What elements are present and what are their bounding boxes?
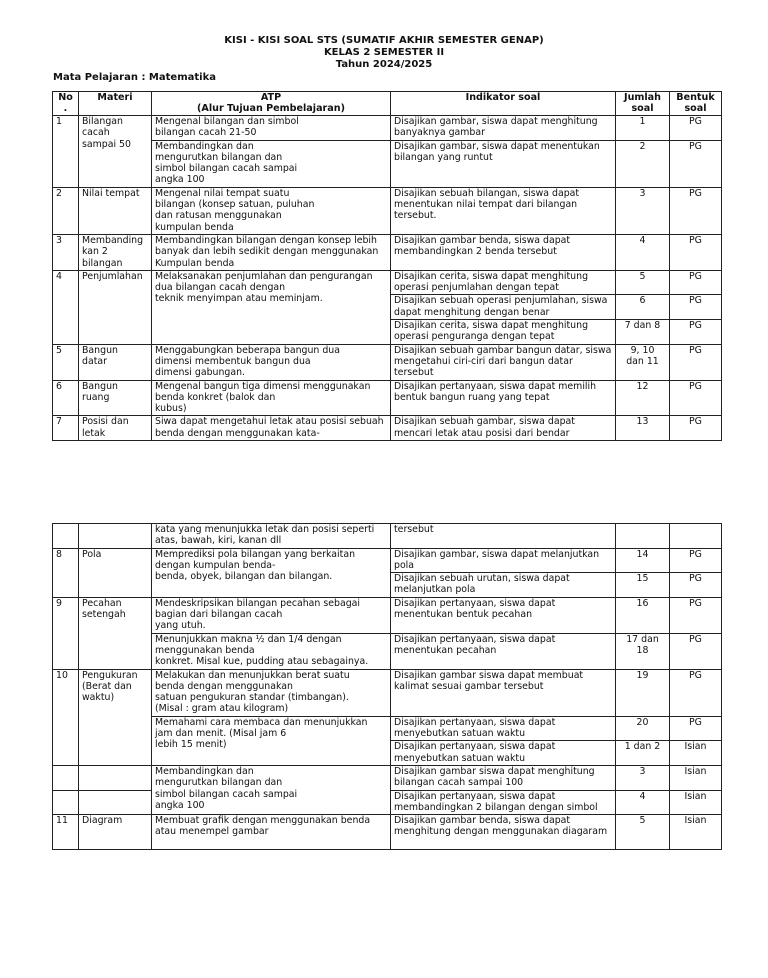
- materi-cell: Nilai tempat: [79, 187, 152, 234]
- atp-cell: Mengenal nilai tempat suatu bilangan (konsep satuan, puluhan dan ratusan menggunakan kumpulan benda: [152, 187, 391, 234]
- materi-cell: Diagram: [79, 815, 152, 850]
- bentuk-cell: Isian: [670, 741, 722, 766]
- blueprint-table-part-1: [52, 91, 722, 441]
- table-row: [53, 380, 722, 416]
- indikator-cell: Disajikan gambar siswa dapat membuat kalimat sesuai gambar tersebut: [391, 669, 616, 716]
- materi-cell: Pecahan setengah: [79, 597, 152, 669]
- col-header-materi: Materi: [79, 92, 152, 116]
- atp-cell: Membandingkan dan mengurutkan bilangan dan simbol bilangan cacah sampai angka 100: [152, 140, 391, 187]
- indikator-cell: Disajikan pertanyaan, siswa dapat membandingkan 2 bilangan dengan simbol: [391, 790, 616, 815]
- bentuk-cell: PG: [670, 716, 722, 741]
- indikator-cell: Disajikan gambar benda, siswa dapat membandingkan 2 benda tersebut: [391, 234, 616, 270]
- class-line: KELAS 2 SEMESTER II: [323, 47, 445, 58]
- jumlah-cell: [616, 524, 670, 549]
- atp-cell: Melakukan dan menunjukkan berat suatu benda dengan menggunakan satuan pengukuran standar (timbangan). (Misal : gram atau kilogram): [152, 669, 391, 716]
- jumlah-cell: 2: [616, 140, 670, 187]
- bentuk-cell: PG: [670, 380, 722, 416]
- indikator-cell: Disajikan cerita, siswa dapat menghitung operasi penjumlahan dengan tepat: [391, 270, 616, 295]
- row-number: [53, 790, 79, 815]
- indikator-cell: Disajikan sebuah gambar, siswa dapat mencari letak atau posisi dari bendar: [391, 416, 616, 441]
- jumlah-cell: 16: [616, 597, 670, 633]
- materi-cell: Bangun ruang: [79, 380, 152, 416]
- bentuk-cell: PG: [670, 597, 722, 633]
- atp-cell: kata yang menunjukka letak dan posisi seperti atas, bawah, kiri, kanan dll: [152, 524, 391, 549]
- bentuk-cell: PG: [670, 669, 722, 716]
- bentuk-cell: PG: [670, 548, 722, 573]
- materi-cell: Membanding kan 2 bilangan: [79, 234, 152, 270]
- bentuk-cell: PG: [670, 116, 722, 141]
- table-row: [53, 633, 722, 669]
- indikator-cell: Disajikan sebuah bilangan, siswa dapat menentukan nilai tempat dari bilangan tersebut.: [391, 187, 616, 234]
- table-row: [53, 524, 722, 549]
- blueprint-table-part-2: [52, 523, 722, 850]
- table-row: [53, 597, 722, 633]
- jumlah-cell: 14: [616, 548, 670, 573]
- row-number: [53, 765, 79, 790]
- jumlah-cell: 5: [616, 815, 670, 850]
- table-row: [53, 234, 722, 270]
- row-number: 8: [53, 548, 79, 597]
- materi-cell: [79, 765, 152, 790]
- bentuk-cell: Isian: [670, 815, 722, 850]
- materi-cell: Penjumlahan: [79, 270, 152, 344]
- table-row: [53, 140, 722, 187]
- table-row: [53, 344, 722, 380]
- row-number: 7: [53, 416, 79, 441]
- subject-line: Mata Pelajaran : Matematika: [53, 72, 216, 83]
- indikator-cell: Disajikan sebuah operasi penjumlahan, siswa dapat menghitung dengan benar: [391, 295, 616, 320]
- year-line: Tahun 2024/2025: [335, 59, 433, 70]
- materi-cell: [79, 790, 152, 815]
- indikator-cell: Disajikan gambar, siswa dapat melanjutkan pola: [391, 548, 616, 573]
- bentuk-cell: PG: [670, 573, 722, 598]
- jumlah-cell: 6: [616, 295, 670, 320]
- col-header-atp: ATP (Alur Tujuan Pembelajaran): [152, 92, 391, 116]
- col-header-no: No .: [53, 92, 79, 116]
- materi-cell: Pengukuran (Berat dan waktu): [79, 669, 152, 765]
- table-header-row: [53, 92, 722, 116]
- table-row: [53, 716, 722, 741]
- indikator-cell: Disajikan sebuah urutan, siswa dapat melanjutkan pola: [391, 573, 616, 598]
- atp-cell: Menunjukkan makna ½ dan 1/4 dengan menggunakan benda konkret. Misal kue, pudding atau sebagainya.: [152, 633, 391, 669]
- jumlah-cell: 3: [616, 187, 670, 234]
- row-number: 5: [53, 344, 79, 380]
- jumlah-cell: 7 dan 8: [616, 320, 670, 345]
- atp-cell: Memprediksi pola bilangan yang berkaitan dengan kumpulan benda- benda, obyek, bilangan dan bilangan.: [152, 548, 391, 597]
- row-number: 3: [53, 234, 79, 270]
- atp-cell: Siwa dapat mengetahui letak atau posisi sebuah benda dengan menggunakan kata-: [152, 416, 391, 441]
- jumlah-cell: 4: [616, 790, 670, 815]
- bentuk-cell: PG: [670, 320, 722, 345]
- table-row: [53, 548, 722, 573]
- materi-cell: [79, 524, 152, 549]
- jumlah-cell: 15: [616, 573, 670, 598]
- indikator-cell: Disajikan gambar siswa dapat menghitung bilangan cacah sampai 100: [391, 765, 616, 790]
- row-number: 4: [53, 270, 79, 344]
- indikator-cell: Disajikan sebuah gambar bangun datar, siswa mengetahui ciri-ciri dari bangun datar tersebut: [391, 344, 616, 380]
- row-number: 1: [53, 116, 79, 188]
- document-title: KISI - KISI SOAL STS (SUMATIF AKHIR SEMESTER GENAP): [224, 35, 544, 46]
- row-number: 10: [53, 669, 79, 765]
- jumlah-cell: 19: [616, 669, 670, 716]
- atp-cell: Membandingkan bilangan dengan konsep lebih banyak dan lebih sedikit dengan menggunakan Kumpulan benda: [152, 234, 391, 270]
- table-row: [53, 765, 722, 790]
- atp-cell: Memahami cara membaca dan menunjukkan jam dan menit. (Misal jam 6 lebih 15 menit): [152, 716, 391, 765]
- table-row: [53, 270, 722, 295]
- indikator-cell: Disajikan pertanyaan, siswa dapat menentukan pecahan: [391, 633, 616, 669]
- atp-cell: Menggabungkan beberapa bangun dua dimensi membentuk bangun dua dimensi gabungan.: [152, 344, 391, 380]
- jumlah-cell: 1: [616, 116, 670, 141]
- jumlah-cell: 3: [616, 765, 670, 790]
- jumlah-cell: 1 dan 2: [616, 741, 670, 766]
- jumlah-cell: 17 dan 18: [616, 633, 670, 669]
- jumlah-cell: 4: [616, 234, 670, 270]
- row-number: 9: [53, 597, 79, 669]
- row-number: 11: [53, 815, 79, 850]
- materi-cell: Posisi dan letak: [79, 416, 152, 441]
- jumlah-cell: 9, 10 dan 11: [616, 344, 670, 380]
- bentuk-cell: PG: [670, 270, 722, 295]
- jumlah-cell: 13: [616, 416, 670, 441]
- indikator-cell: Disajikan gambar, siswa dapat menghitung banyaknya gambar: [391, 116, 616, 141]
- jumlah-cell: 5: [616, 270, 670, 295]
- bentuk-cell: PG: [670, 234, 722, 270]
- col-header-indikator: Indikator soal: [391, 92, 616, 116]
- atp-cell: Membuat grafik dengan menggunakan benda atau menempel gambar: [152, 815, 391, 850]
- atp-cell: Mendeskripsikan bilangan pecahan sebagai bagian dari bilangan cacah yang utuh.: [152, 597, 391, 633]
- bentuk-cell: Isian: [670, 765, 722, 790]
- indikator-cell: Disajikan gambar, siswa dapat menentukan bilangan yang runtut: [391, 140, 616, 187]
- bentuk-cell: PG: [670, 140, 722, 187]
- indikator-cell: Disajikan pertanyaan, siswa dapat menentukan bentuk pecahan: [391, 597, 616, 633]
- atp-cell: Mengenal bilangan dan simbol bilangan cacah 21-50: [152, 116, 391, 141]
- materi-cell: Pola: [79, 548, 152, 597]
- row-number: 6: [53, 380, 79, 416]
- col-header-jumlah: Jumlah soal: [616, 92, 670, 116]
- indikator-cell: Disajikan pertanyaan, siswa dapat memilih bentuk bangun ruang yang tepat: [391, 380, 616, 416]
- materi-cell: Bilangan cacah sampai 50: [79, 116, 152, 188]
- indikator-cell: Disajikan pertanyaan, siswa dapat menyebutkan satuan waktu: [391, 741, 616, 766]
- bentuk-cell: PG: [670, 344, 722, 380]
- table-row: [53, 116, 722, 141]
- bentuk-cell: [670, 524, 722, 549]
- table-row: [53, 187, 722, 234]
- bentuk-cell: PG: [670, 187, 722, 234]
- indikator-cell: Disajikan cerita, siswa dapat menghitung operasi penguranga dengan tepat: [391, 320, 616, 345]
- table-row: [53, 815, 722, 850]
- materi-cell: Bangun datar: [79, 344, 152, 380]
- bentuk-cell: Isian: [670, 790, 722, 815]
- indikator-cell: Disajikan gambar benda, siswa dapat menghitung dengan menggunakan diagaram: [391, 815, 616, 850]
- atp-cell: Melaksanakan penjumlahan dan pengurangan dua bilangan cacah dengan teknik menyimpan atau meminjam.: [152, 270, 391, 344]
- atp-cell: Membandingkan dan mengurutkan bilangan dan simbol bilangan cacah sampai angka 100: [152, 765, 391, 814]
- row-number: [53, 524, 79, 549]
- indikator-cell: tersebut: [391, 524, 616, 549]
- jumlah-cell: 20: [616, 716, 670, 741]
- bentuk-cell: PG: [670, 633, 722, 669]
- bentuk-cell: PG: [670, 295, 722, 320]
- table-row: [53, 669, 722, 716]
- bentuk-cell: PG: [670, 416, 722, 441]
- table-row: [53, 416, 722, 441]
- row-number: 2: [53, 187, 79, 234]
- atp-cell: Mengenal bangun tiga dimensi menggunakan benda konkret (balok dan kubus): [152, 380, 391, 416]
- col-header-bentuk: Bentuk soal: [670, 92, 722, 116]
- indikator-cell: Disajikan pertanyaan, siswa dapat menyebutkan satuan waktu: [391, 716, 616, 741]
- jumlah-cell: 12: [616, 380, 670, 416]
